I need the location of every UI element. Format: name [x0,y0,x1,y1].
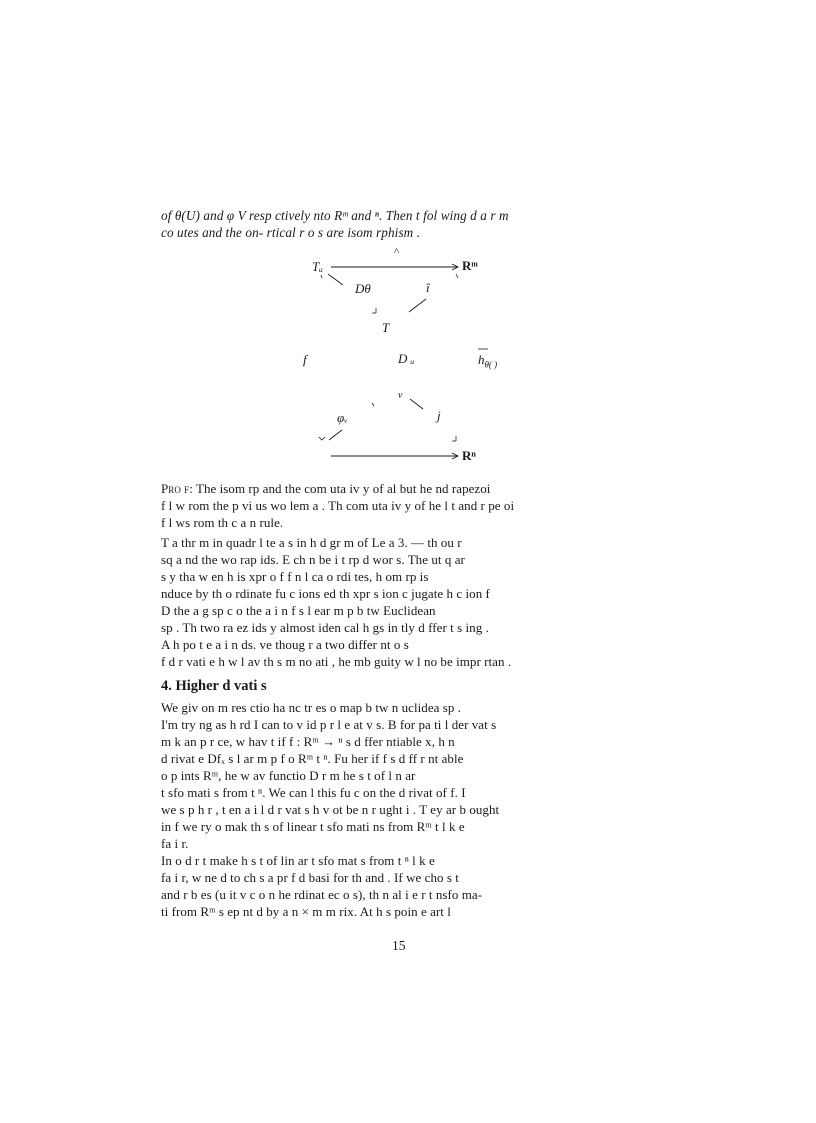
proof-line-2: f l w rom the p vi us wo lem a . Th com uta iv y of he l t and r pe oi [161,498,515,513]
tick-3 [321,275,322,278]
sec-p1-line-2: I'm try ng as h rd I can to v id p r l e at v s. B for pa ti l der vat s [161,717,497,732]
hat-top: ^ [394,246,400,258]
section-number: 4. [161,678,172,694]
sec-p1-line-6: t sfo mati s from t ⁿ. We can l this fu c on the d rivat of f. I [161,785,466,800]
label-phi-v: φᵥ [337,410,348,425]
label-R-m: Rᵐ [462,258,478,273]
body-line-5: D the a g sp c o the a i n f s l ear m p b tw Euclidean [161,603,436,618]
section-heading [161,678,267,695]
sec-p2-line-2: fa i r, w ne d to ch s a pr f d basi for th and . If we cho s t [161,870,459,885]
label-T-u: Tᵤ [312,259,324,274]
sec-p1-line-7: we s p h r , t en a i l d r vat s h v ot be n r ught i . T ey ar b ought [161,802,500,817]
sec-p1-line-8: in f we ry o mak th s of linear t sfo mati ns from Rᵐ t l k e [161,819,465,834]
sec-p2-line-4: ti from Rᵐ s ep nt d by a n × m m rix. At h s poin e art l [161,904,451,919]
diag-line-left [328,274,343,285]
sec-p1-line-5: o p ints Rᵐ, he w av functio D r m he s t of l n ar [161,768,416,783]
diag-line-right [409,299,426,312]
body-line-7: A h po t e a i n ds. ve thoug r a two differ nt o s [161,637,409,652]
body-line-1: T a thr m in quadr l te a s in h d gr m of Le a 3. — th ou r [161,535,462,550]
sec-p2-line-3: and r b es (u it v c o n he rdinat ec o s), th n al i e r t nsfo ma- [161,887,483,902]
label-D-u: D ᵤ [398,351,415,366]
proof-line-1: Pro f: The isom rp and the com uta iv y of al but he nd rapezoi [161,481,491,496]
sec-p1-line-4: d rivat e Dfₓ s l ar m p f o Rᵐ t ⁿ. Fu her if f s d ff r nt able [161,751,464,766]
body-line-6: sp . Th two ra ez ids y almost iden cal h gs in tly d ffer t s ing . [161,620,489,635]
body-line-3: s y tha w en h is xpr o f f n l ca o rdi tes, h om rp is [161,569,429,584]
tick-2 [456,274,458,278]
sec-p1-line-9: fa i r. [161,836,189,851]
label-h-theta: $h_{\theta( )}$ [478,352,498,370]
body-line-2: sq a nd the wo rap ids. E ch n be i t rp d wor s. The ut q ar [161,552,465,567]
label-T: T [382,320,390,335]
label-v-mark: v [398,390,403,401]
sec-p2-line-1: In o d r t make h s t of lin ar t sfo mat s from t ⁿ l k e [161,853,435,868]
intro-line-1: of θ(U) and φ V resp ctively nto Rᵐ and ⁿ. Then t fol wing d a r m [161,208,509,223]
sec-p1-line-3: m k an p r ce, w hav t if f : Rᵐ → ⁿ s d ffer ntiable x, h n [161,734,455,749]
tick-5 [372,403,374,406]
label-D-theta: Dθ [355,281,371,296]
proof-lead: Pro f: [161,481,193,496]
sec-p1-line-1: We giv on m res ctio ha nc tr es o map b tw n uclidea sp . [161,700,462,715]
section-title: Higher d vati s [175,678,267,694]
proof-line-3: f l ws rom th c a n rule. [161,515,284,530]
label-i-hat: î [426,280,430,295]
tick-4 [319,437,325,440]
label-R-n: Rⁿ [462,448,476,463]
body-line-4: nduce by th o rdinate fu c ions ed th xpr s ion c jugate h c ion f [161,586,490,601]
label-f: f [303,352,307,367]
diag-line-lower-right [410,399,423,409]
intro-line-2: co utes and the on- rtical r o s are isom rphism . [161,225,421,240]
body-line-8: f d r vati e h w l av th s m no ati , he mb guity w l no be impr rtan . [161,654,512,669]
diag-line-lower-left [329,430,342,440]
label-j: j [437,408,441,423]
page-number: 15 [392,938,406,953]
